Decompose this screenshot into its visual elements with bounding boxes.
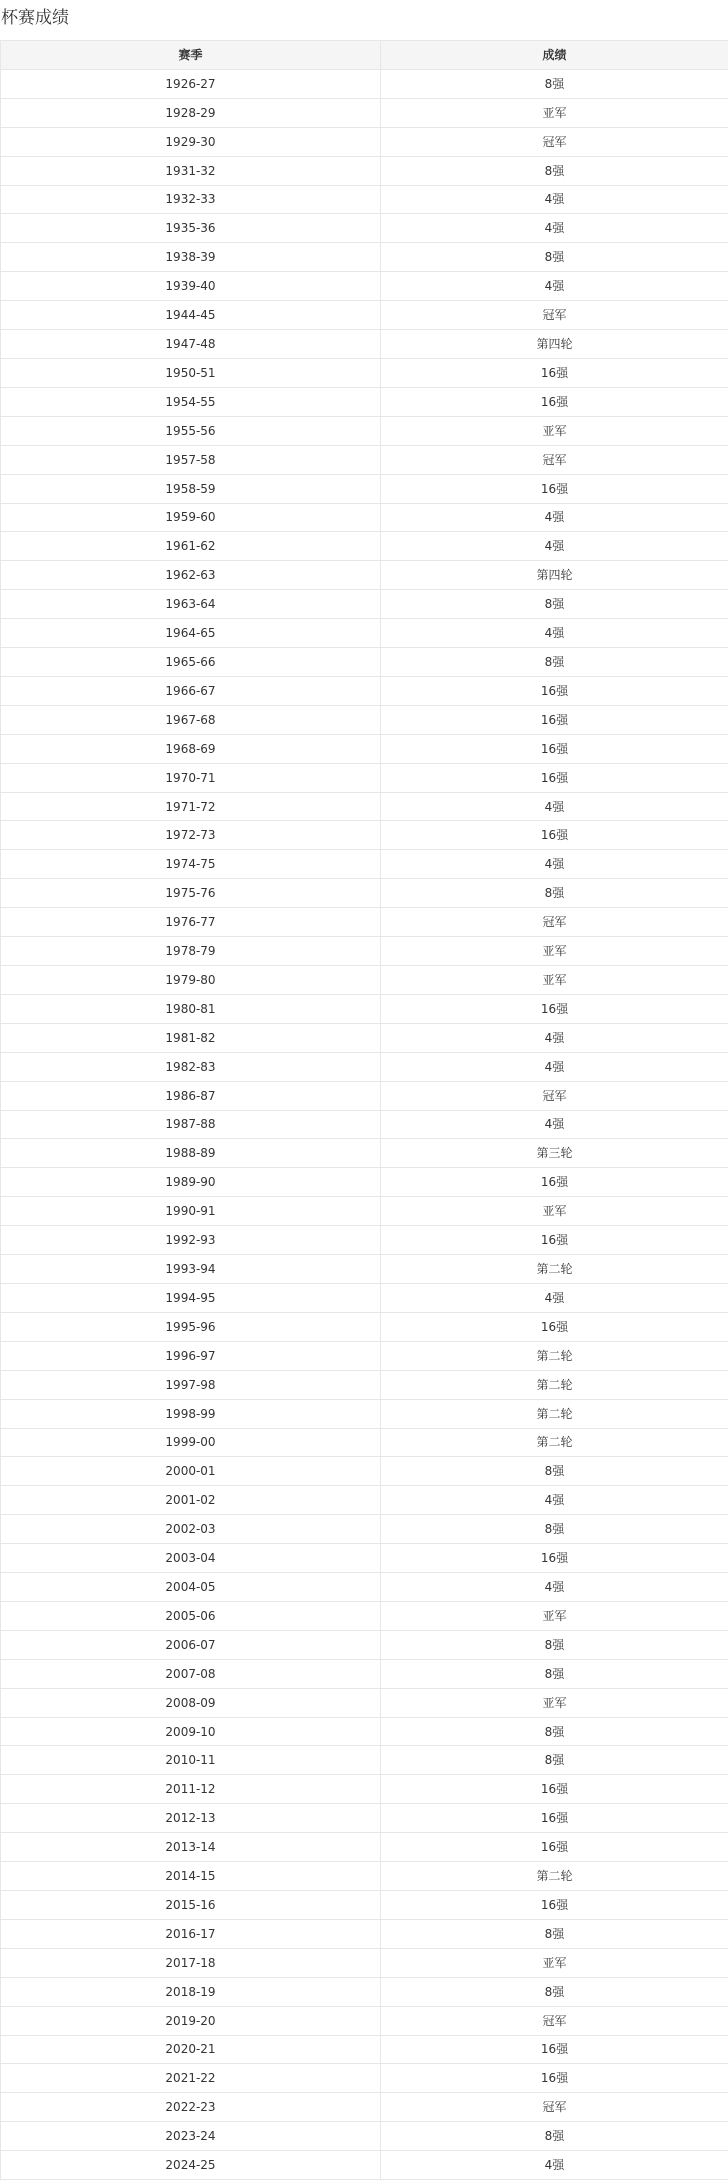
season-cell: 2023-24 <box>1 2122 381 2151</box>
season-cell: 1954-55 <box>1 387 381 416</box>
season-cell: 2014-15 <box>1 1862 381 1891</box>
result-cell: 亚军 <box>381 416 728 445</box>
table-row <box>1 648 728 677</box>
table-row <box>1 1688 728 1717</box>
table-row <box>1 98 728 127</box>
table-row <box>1 1977 728 2006</box>
season-cell: 2015-16 <box>1 1891 381 1920</box>
season-cell: 1965-66 <box>1 648 381 677</box>
result-cell: 4强 <box>381 1110 728 1139</box>
results-table-body <box>1 69 728 2179</box>
table-row <box>1 676 728 705</box>
table-row <box>1 734 728 763</box>
table-row <box>1 1370 728 1399</box>
result-cell: 16强 <box>381 387 728 416</box>
season-cell: 1997-98 <box>1 1370 381 1399</box>
result-cell: 4强 <box>381 1283 728 1312</box>
table-row <box>1 561 728 590</box>
season-cell: 1962-63 <box>1 561 381 590</box>
result-cell: 4强 <box>381 1023 728 1052</box>
cup-results-table <box>0 40 728 2180</box>
table-row <box>1 1717 728 1746</box>
season-cell: 1939-40 <box>1 272 381 301</box>
season-cell: 1928-29 <box>1 98 381 127</box>
result-cell: 16强 <box>381 2035 728 2064</box>
table-row <box>1 69 728 98</box>
result-cell: 亚军 <box>381 937 728 966</box>
season-cell: 2003-04 <box>1 1544 381 1573</box>
season-cell: 1932-33 <box>1 185 381 214</box>
table-row <box>1 1746 728 1775</box>
table-row <box>1 358 728 387</box>
season-cell: 1976-77 <box>1 908 381 937</box>
result-cell: 4强 <box>381 850 728 879</box>
table-row <box>1 1139 728 1168</box>
season-cell: 1978-79 <box>1 937 381 966</box>
result-cell: 8强 <box>381 1457 728 1486</box>
result-cell: 亚军 <box>381 1688 728 1717</box>
season-cell: 1935-36 <box>1 214 381 243</box>
table-row <box>1 532 728 561</box>
result-cell: 16强 <box>381 2064 728 2093</box>
table-row <box>1 792 728 821</box>
season-cell: 1979-80 <box>1 966 381 995</box>
table-row <box>1 1168 728 1197</box>
table-row <box>1 1919 728 1948</box>
table-row <box>1 705 728 734</box>
table-row <box>1 1775 728 1804</box>
season-cell: 1995-96 <box>1 1312 381 1341</box>
result-cell: 4强 <box>381 792 728 821</box>
result-cell: 8强 <box>381 1659 728 1688</box>
result-cell: 第三轮 <box>381 1139 728 1168</box>
table-row <box>1 1515 728 1544</box>
table-row <box>1 1428 728 1457</box>
season-cell: 1975-76 <box>1 879 381 908</box>
table-row <box>1 1457 728 1486</box>
season-cell: 1980-81 <box>1 994 381 1023</box>
result-cell: 第二轮 <box>381 1255 728 1284</box>
result-cell: 16强 <box>381 358 728 387</box>
season-cell: 1996-97 <box>1 1341 381 1370</box>
table-row <box>1 1486 728 1515</box>
table-row <box>1 821 728 850</box>
result-cell: 16强 <box>381 474 728 503</box>
result-cell: 亚军 <box>381 966 728 995</box>
table-row <box>1 1023 728 1052</box>
season-cell: 2018-19 <box>1 1977 381 2006</box>
result-cell: 第二轮 <box>381 1399 728 1428</box>
table-row <box>1 1312 728 1341</box>
result-cell: 16强 <box>381 1775 728 1804</box>
season-cell: 2013-14 <box>1 1833 381 1862</box>
season-cell: 1964-65 <box>1 619 381 648</box>
result-cell: 第四轮 <box>381 561 728 590</box>
table-row <box>1 1399 728 1428</box>
table-row <box>1 937 728 966</box>
table-row <box>1 1081 728 1110</box>
season-cell: 2019-20 <box>1 2006 381 2035</box>
result-cell: 亚军 <box>381 98 728 127</box>
season-cell: 1950-51 <box>1 358 381 387</box>
table-header-row <box>1 41 728 70</box>
season-cell: 2005-06 <box>1 1601 381 1630</box>
season-cell: 1963-64 <box>1 590 381 619</box>
season-cell: 2020-21 <box>1 2035 381 2064</box>
result-cell: 8强 <box>381 879 728 908</box>
result-cell: 16强 <box>381 994 728 1023</box>
result-cell: 冠军 <box>381 2006 728 2035</box>
season-cell: 1974-75 <box>1 850 381 879</box>
table-row <box>1 763 728 792</box>
table-row <box>1 1948 728 1977</box>
season-cell: 1999-00 <box>1 1428 381 1457</box>
result-cell: 8强 <box>381 2122 728 2151</box>
season-cell: 1959-60 <box>1 503 381 532</box>
table-row <box>1 1601 728 1630</box>
table-row <box>1 1833 728 1862</box>
result-cell: 4强 <box>381 532 728 561</box>
table-row <box>1 272 728 301</box>
result-cell: 冠军 <box>381 2093 728 2122</box>
season-cell: 1993-94 <box>1 1255 381 1284</box>
table-row <box>1 2122 728 2151</box>
table-row <box>1 1255 728 1284</box>
result-cell: 4强 <box>381 214 728 243</box>
table-row <box>1 2006 728 2035</box>
result-cell: 亚军 <box>381 1948 728 1977</box>
result-cell: 冠军 <box>381 127 728 156</box>
table-row <box>1 1110 728 1139</box>
table-row <box>1 1052 728 1081</box>
season-cell: 2006-07 <box>1 1630 381 1659</box>
season-cell: 2009-10 <box>1 1717 381 1746</box>
result-cell: 第二轮 <box>381 1862 728 1891</box>
table-row <box>1 503 728 532</box>
result-cell: 8强 <box>381 69 728 98</box>
result-cell: 16强 <box>381 1226 728 1255</box>
result-cell: 16强 <box>381 1312 728 1341</box>
table-row <box>1 185 728 214</box>
table-row <box>1 2151 728 2180</box>
season-cell: 1982-83 <box>1 1052 381 1081</box>
result-cell: 8强 <box>381 156 728 185</box>
season-cell: 2001-02 <box>1 1486 381 1515</box>
result-cell: 冠军 <box>381 1081 728 1110</box>
table-row <box>1 1804 728 1833</box>
season-cell: 1966-67 <box>1 676 381 705</box>
table-row <box>1 850 728 879</box>
result-cell: 4强 <box>381 185 728 214</box>
result-cell: 16强 <box>381 1891 728 1920</box>
season-cell: 2008-09 <box>1 1688 381 1717</box>
table-row <box>1 243 728 272</box>
season-cell: 1988-89 <box>1 1139 381 1168</box>
table-row <box>1 127 728 156</box>
season-cell: 1994-95 <box>1 1283 381 1312</box>
table-row <box>1 156 728 185</box>
table-row <box>1 1226 728 1255</box>
result-cell: 第四轮 <box>381 330 728 359</box>
season-cell: 1947-48 <box>1 330 381 359</box>
result-cell: 4强 <box>381 272 728 301</box>
result-cell: 亚军 <box>381 1601 728 1630</box>
table-row <box>1 994 728 1023</box>
result-cell: 16强 <box>381 676 728 705</box>
result-cell: 4强 <box>381 1486 728 1515</box>
table-row <box>1 330 728 359</box>
season-cell: 1968-69 <box>1 734 381 763</box>
season-cell: 1986-87 <box>1 1081 381 1110</box>
season-cell: 1972-73 <box>1 821 381 850</box>
result-cell: 第二轮 <box>381 1341 728 1370</box>
table-row <box>1 1862 728 1891</box>
season-cell: 1958-59 <box>1 474 381 503</box>
result-cell: 16强 <box>381 821 728 850</box>
table-row <box>1 908 728 937</box>
table-row <box>1 1573 728 1602</box>
result-cell: 8强 <box>381 1630 728 1659</box>
result-cell: 亚军 <box>381 1197 728 1226</box>
table-row <box>1 1197 728 1226</box>
season-cell: 1967-68 <box>1 705 381 734</box>
season-cell: 2021-22 <box>1 2064 381 2093</box>
result-cell: 16强 <box>381 1804 728 1833</box>
result-cell: 4强 <box>381 1052 728 1081</box>
season-cell: 1998-99 <box>1 1399 381 1428</box>
result-cell: 8强 <box>381 1515 728 1544</box>
season-cell: 1926-27 <box>1 69 381 98</box>
table-row <box>1 1341 728 1370</box>
result-cell: 16强 <box>381 1168 728 1197</box>
table-row <box>1 1544 728 1573</box>
season-cell: 2007-08 <box>1 1659 381 1688</box>
table-row <box>1 590 728 619</box>
table-row <box>1 416 728 445</box>
table-row <box>1 966 728 995</box>
season-cell: 1971-72 <box>1 792 381 821</box>
result-column-header: 成绩 <box>381 41 728 70</box>
season-cell: 1981-82 <box>1 1023 381 1052</box>
season-cell: 2024-25 <box>1 2151 381 2180</box>
table-row <box>1 2035 728 2064</box>
result-cell: 第二轮 <box>381 1428 728 1457</box>
table-row <box>1 445 728 474</box>
season-cell: 1989-90 <box>1 1168 381 1197</box>
result-cell: 4强 <box>381 1573 728 1602</box>
result-cell: 8强 <box>381 1746 728 1775</box>
page-title: 杯赛成绩 <box>1 8 69 28</box>
season-cell: 1938-39 <box>1 243 381 272</box>
season-cell: 1931-32 <box>1 156 381 185</box>
result-cell: 8强 <box>381 590 728 619</box>
result-cell: 8强 <box>381 1919 728 1948</box>
result-cell: 4强 <box>381 503 728 532</box>
table-row <box>1 1283 728 1312</box>
result-cell: 8强 <box>381 243 728 272</box>
season-cell: 2004-05 <box>1 1573 381 1602</box>
result-cell: 冠军 <box>381 908 728 937</box>
result-cell: 8强 <box>381 1977 728 2006</box>
season-cell: 1970-71 <box>1 763 381 792</box>
result-cell: 4强 <box>381 619 728 648</box>
season-cell: 1961-62 <box>1 532 381 561</box>
result-cell: 8强 <box>381 648 728 677</box>
table-row <box>1 2064 728 2093</box>
season-cell: 2000-01 <box>1 1457 381 1486</box>
season-cell: 2002-03 <box>1 1515 381 1544</box>
season-cell: 1955-56 <box>1 416 381 445</box>
result-cell: 16强 <box>381 1544 728 1573</box>
season-cell: 1992-93 <box>1 1226 381 1255</box>
season-column-header: 赛季 <box>1 41 381 70</box>
season-cell: 2011-12 <box>1 1775 381 1804</box>
season-cell: 2022-23 <box>1 2093 381 2122</box>
season-cell: 1944-45 <box>1 301 381 330</box>
result-cell: 8强 <box>381 1717 728 1746</box>
result-cell: 16强 <box>381 734 728 763</box>
result-cell: 16强 <box>381 1833 728 1862</box>
result-cell: 16强 <box>381 763 728 792</box>
season-cell: 2010-11 <box>1 1746 381 1775</box>
result-cell: 4强 <box>381 2151 728 2180</box>
result-cell: 冠军 <box>381 301 728 330</box>
season-cell: 2012-13 <box>1 1804 381 1833</box>
table-row <box>1 1659 728 1688</box>
table-row <box>1 474 728 503</box>
result-cell: 第二轮 <box>381 1370 728 1399</box>
season-cell: 1990-91 <box>1 1197 381 1226</box>
season-cell: 1957-58 <box>1 445 381 474</box>
season-cell: 1929-30 <box>1 127 381 156</box>
table-row <box>1 879 728 908</box>
season-cell: 2016-17 <box>1 1919 381 1948</box>
table-row <box>1 2093 728 2122</box>
table-row <box>1 1630 728 1659</box>
result-cell: 冠军 <box>381 445 728 474</box>
season-cell: 2017-18 <box>1 1948 381 1977</box>
table-row <box>1 301 728 330</box>
table-row <box>1 387 728 416</box>
season-cell: 1987-88 <box>1 1110 381 1139</box>
table-row <box>1 214 728 243</box>
result-cell: 16强 <box>381 705 728 734</box>
table-row <box>1 1891 728 1920</box>
table-row <box>1 619 728 648</box>
